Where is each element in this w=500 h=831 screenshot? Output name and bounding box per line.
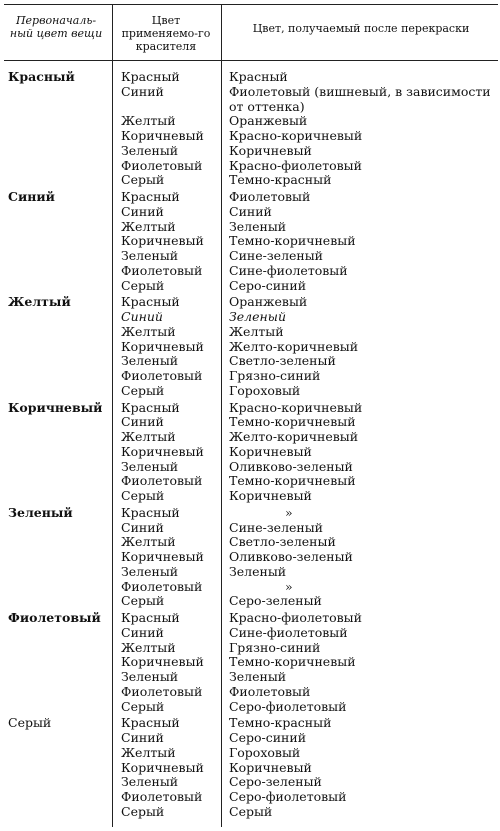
original-color-cell [8,775,108,789]
original-color-cell [8,220,108,234]
column-divider-2 [221,4,222,827]
result-color-cell: Красно-коричневый [229,399,363,415]
dye-color-cell [121,100,216,114]
dye-color-cell: Зеленый [121,248,179,263]
dye-color-cell: Серый [121,488,165,503]
original-color-cell [8,790,108,804]
original-color-cell: Красный [8,69,75,84]
original-color-cell [8,445,108,459]
original-color-cell [8,114,108,128]
dye-color-cell: Коричневый [121,443,204,459]
result-color-cell: Темно-коричневый [229,473,356,489]
result-color-cell: Темно-красный [229,715,332,731]
result-color-cell: Грязно-синий [229,368,321,383]
result-color-cell: Фиолетовый [229,189,311,204]
dye-color-cell: Зеленый [121,563,179,579]
original-color-cell [8,384,108,398]
result-color-cell: Красно-фиолетовый [229,610,362,625]
dye-color-cell: Зеленый [121,774,179,790]
result-color-cell: Серо-синий [229,730,307,745]
dye-color-cell: Серый [121,382,165,398]
dye-color-cell: Синий [121,414,164,430]
original-color-cell [8,550,108,564]
result-color-cell: Серый [229,803,273,819]
dye-color-cell: Серый [121,803,165,819]
result-color-cell: Зеленый [229,669,287,684]
result-color-cell: Коричневый [229,142,312,158]
result-color-cell: Светло-зеленый [229,534,336,550]
dye-color-cell: Желтый [121,113,176,129]
dye-color-cell: Зеленый [121,142,179,158]
result-color-cell: Сине-зеленый [229,519,324,535]
result-color-cell: Гороховый [229,744,301,760]
dye-color-cell: Фиолетовый [121,473,203,489]
dye-color-cell: Серый [121,593,165,609]
result-color-cell: Фиолетовый (вишневый, в зависимости [229,83,491,99]
result-color-cell: Сине-фиолетовый [229,262,348,278]
dye-color-cell: Синий [121,519,164,535]
result-color-cell: Светло-зеленый [229,353,336,369]
result-color-cell: Оранжевый [229,113,308,129]
original-color-cell [8,655,108,669]
dye-color-cell: Коричневый [121,338,204,354]
result-color-cell: Коричневый [229,443,312,459]
dye-color-cell: Серый [121,172,165,188]
original-color-cell [8,474,108,488]
dye-color-cell: Фиолетовый [121,578,203,594]
dye-color-cell: Желтый [121,218,176,234]
dye-color-cell: Желтый [121,534,176,550]
original-color-cell [8,761,108,775]
original-color-cell [8,580,108,594]
dye-color-cell: Зеленый [121,669,179,684]
original-color-cell [8,310,108,324]
result-color-cell: Синий [229,203,272,219]
dye-color-cell: Фиолетовый [121,368,203,383]
result-color-cell: Серо-фиолетовый [229,698,347,714]
original-color-cell [8,731,108,745]
header-dye-color: Цвет применяемо-го красителя [121,14,211,53]
dye-color-cell: Коричневый [121,654,204,670]
result-color-cell: Зеленый [229,218,287,234]
original-color-cell: Коричневый [8,399,103,415]
dye-color-cell: Синий [121,730,164,745]
dye-color-cell: Желтый [121,639,176,655]
result-color-cell: Желто-коричневый [229,429,359,444]
result-color-cell: Желтый [229,323,284,339]
original-color-cell [8,264,108,278]
original-color-cell [8,159,108,173]
dye-color-cell: Фиолетовый [121,157,203,173]
column-divider-1 [112,4,113,827]
dye-color-cell: Красный [121,504,180,520]
original-color-cell [8,369,108,383]
dye-color-cell: Коричневый [121,759,204,775]
result-color-cell: Сине-фиолетовый [229,624,348,640]
table-top-rule [4,4,498,5]
result-color-cell: Оливково-зеленый [229,549,353,564]
dye-color-cell: Синий [121,203,164,219]
dye-color-cell: Красный [121,69,180,84]
original-color-cell [8,805,108,819]
original-color-cell [8,144,108,158]
original-color-cell [8,129,108,143]
original-color-cell [8,489,108,503]
result-color-cell: » [285,578,293,594]
result-color-cell: Серо-синий [229,277,307,293]
result-color-cell: Темно-коричневый [229,414,356,430]
original-color-cell: Фиолетовый [8,610,101,625]
result-color-cell: Темно-коричневый [229,654,356,670]
result-color-cell: от оттенка) [229,98,305,114]
result-color-cell: Коричневый [229,488,312,503]
original-color-cell [8,521,108,535]
original-color-cell [8,746,108,760]
dye-color-cell: Желтый [121,323,176,339]
original-color-cell [8,670,108,684]
result-color-cell: Серо-зеленый [229,593,322,609]
dye-color-cell: Зеленый [121,353,179,369]
result-color-cell: Темно-коричневый [229,233,356,249]
result-color-cell: » [285,504,293,520]
original-color-cell [8,325,108,339]
original-color-cell: Желтый [8,294,71,310]
dye-color-cell: Фиолетовый [121,683,203,699]
original-color-cell [8,626,108,640]
result-color-cell: Коричневый [229,759,312,775]
result-color-cell: Зеленый [229,309,287,324]
dye-color-cell: Красный [121,610,180,625]
original-color-cell [8,700,108,714]
dye-color-cell: Красный [121,294,180,310]
result-color-cell: Желто-коричневый [229,338,359,354]
dye-color-cell: Серый [121,277,165,293]
dye-color-cell: Фиолетовый [121,262,203,278]
table-header-rule [4,60,498,61]
dye-color-cell: Синий [121,309,163,324]
original-color-cell [8,594,108,608]
dye-color-cell: Красный [121,189,180,204]
original-color-cell [8,173,108,187]
result-color-cell: Красно-коричневый [229,128,363,143]
result-color-cell: Фиолетовый [229,683,311,699]
original-color-cell [8,565,108,579]
result-color-cell: Красно-фиолетовый [229,157,362,173]
dye-color-cell: Коричневый [121,233,204,249]
original-color-cell [8,249,108,263]
dye-color-cell: Коричневый [121,549,204,564]
dye-color-cell: Желтый [121,429,176,444]
original-color-cell [8,535,108,549]
result-color-cell: Зеленый [229,563,287,579]
original-color-cell [8,415,108,429]
result-color-cell: Серо-зеленый [229,774,322,790]
header-result-color: Цвет, получаемый после перекраски [252,22,470,35]
result-color-cell: Темно-красный [229,172,332,188]
result-color-cell: Сине-зеленый [229,248,324,263]
dye-color-cell: Коричневый [121,128,204,143]
result-color-cell: Грязно-синий [229,639,321,655]
original-color-cell [8,85,108,99]
result-color-cell: Красный [229,69,288,84]
original-color-cell [8,279,108,293]
original-color-cell: Серый [8,715,52,731]
dye-color-cell: Фиолетовый [121,789,203,804]
result-color-cell: Гороховый [229,382,301,398]
header-original-color: Первоначаль-ный цвет вещи [9,14,103,40]
dye-color-cell: Зеленый [121,458,179,474]
original-color-cell [8,205,108,219]
result-color-cell: Оливково-зеленый [229,458,353,474]
original-color-cell [8,685,108,699]
dye-color-cell: Серый [121,698,165,714]
original-color-cell [8,100,108,114]
original-color-cell: Синий [8,189,55,204]
dye-color-cell: Красный [121,399,180,415]
original-color-cell [8,460,108,474]
original-color-cell [8,340,108,354]
original-color-cell [8,430,108,444]
original-color-cell [8,641,108,655]
original-color-cell [8,234,108,248]
dye-color-cell: Синий [121,624,164,640]
result-color-cell: Серо-фиолетовый [229,789,347,804]
dye-color-cell: Синий [121,83,164,99]
dye-color-cell: Желтый [121,744,176,760]
dye-color-cell: Красный [121,715,180,731]
result-color-cell: Оранжевый [229,294,308,310]
original-color-cell [8,354,108,368]
original-color-cell: Зеленый [8,504,73,520]
